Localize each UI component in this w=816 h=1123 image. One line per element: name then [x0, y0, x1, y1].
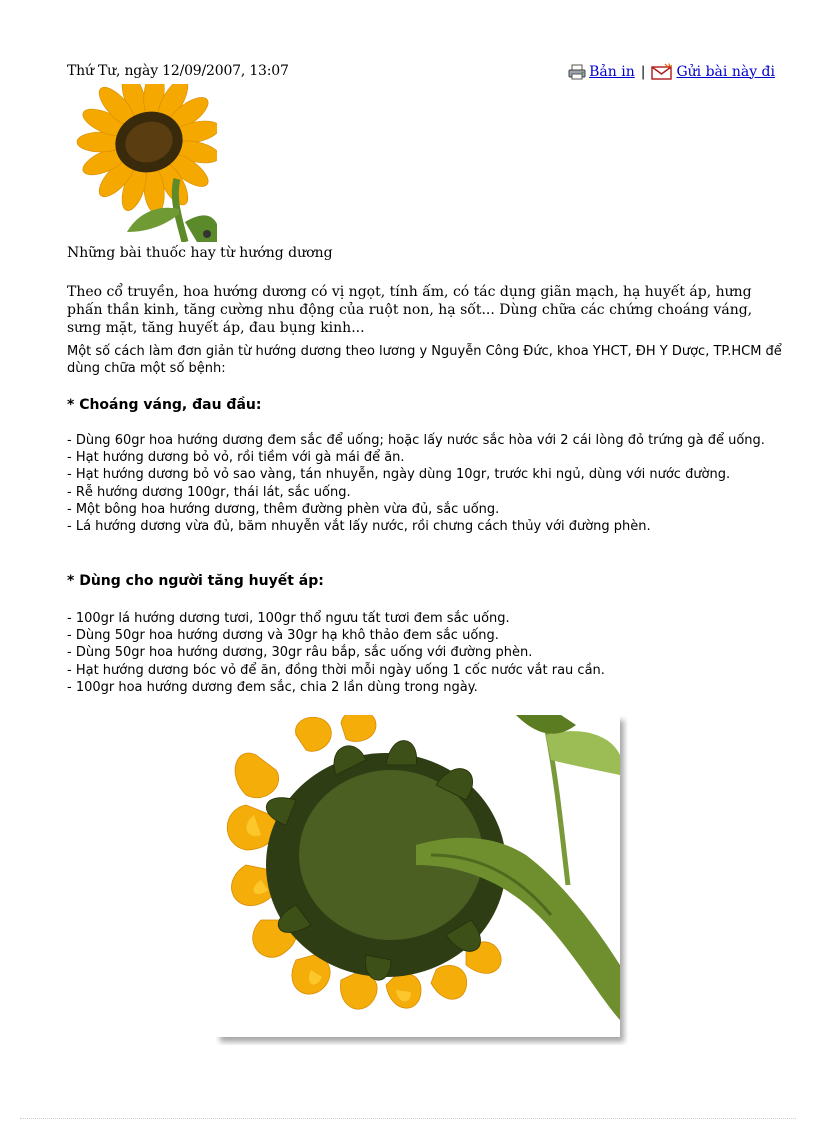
list-item: - Lá hướng dương vừa đủ, băm nhuyễn vắt lấy nước, rồi chưng cách thủy với đường phèn. — [67, 519, 651, 535]
printer-icon — [568, 64, 586, 80]
image-caption: Những bài thuốc hay từ hướng dương — [67, 245, 333, 261]
list-item: - 100gr lá hướng dương tươi, 100gr thổ ngưu tất tươi đem sắc uống. — [67, 611, 510, 626]
print-link[interactable] — [568, 64, 635, 80]
list-item: - Hạt hướng dương bóc vỏ để ăn, đồng thời mỗi ngày uống 1 cốc nước vắt rau cần. — [67, 662, 605, 678]
send-article-link[interactable] — [651, 63, 775, 80]
remedy-list-hypertension — [67, 610, 787, 696]
sunflower-back-image — [216, 715, 628, 1045]
sunflower-thumbnail-image — [67, 84, 217, 242]
footer-divider — [20, 1118, 796, 1119]
intro-paragraph: Theo cổ truyền, hoa hướng dương có vị ngọt, tính ấm, có tác dụng giãn mạch, hạ huyết áp, hưng phấn thần kinh, tăng cường nhu động của ruột non, hạ sốt... Dùng chữa các chứng choáng váng, sưng mặt, tăng huyết áp, đau bụng kinh... — [67, 284, 753, 336]
envelope-icon — [651, 63, 673, 80]
list-item: - Dùng 50gr hoa hướng dương và 30gr hạ khô thảo đem sắc uống. — [67, 628, 499, 644]
print-label[interactable]: Bản in — [589, 63, 635, 80]
send-label[interactable]: Gửi bài này đi — [676, 63, 775, 80]
link-separator: | — [640, 63, 646, 80]
list-item: - Hạt hướng dương bỏ vỏ, rồi tiềm với gà mái để ăn. — [67, 450, 405, 466]
list-item: - Dùng 50gr hoa hướng dương, 30gr râu bắp, sắc uống với đường phèn. — [67, 645, 533, 661]
section-heading-dizziness: * Choáng váng, đau đầu: — [67, 397, 262, 413]
list-item: - Dùng 60gr hoa hướng dương đem sắc để uống; hoặc lấy nước sắc hòa với 2 cái lòng đỏ trứng gà để uống. — [67, 433, 765, 448]
section-heading-hypertension: * Dùng cho người tăng huyết áp: — [67, 573, 324, 589]
article-date: Thứ Tư, ngày 12/09/2007, 13:07 — [67, 63, 289, 79]
list-item: - Một bông hoa hướng dương, thêm đường phèn vừa đủ, sắc uống. — [67, 501, 500, 517]
list-item: - Rễ hướng dương 100gr, thái lát, sắc uống. — [67, 484, 351, 500]
article-actions — [568, 63, 775, 80]
list-item: - Hạt hướng dương bỏ vỏ sao vàng, tán nhuyễn, ngày dùng 10gr, trước khi ngủ, dùng với nước đường. — [67, 467, 731, 483]
intro-source-paragraph: Một số cách làm đơn giản từ hướng dương theo lương y Nguyễn Công Đức, khoa YHCT, ĐH Y Dược, TP.HCM để dùng chữa một số bệnh: — [67, 344, 782, 376]
remedy-list-dizziness — [67, 432, 787, 535]
list-item: - 100gr hoa hướng dương đem sắc, chia 2 lần dùng trong ngày. — [67, 679, 478, 695]
